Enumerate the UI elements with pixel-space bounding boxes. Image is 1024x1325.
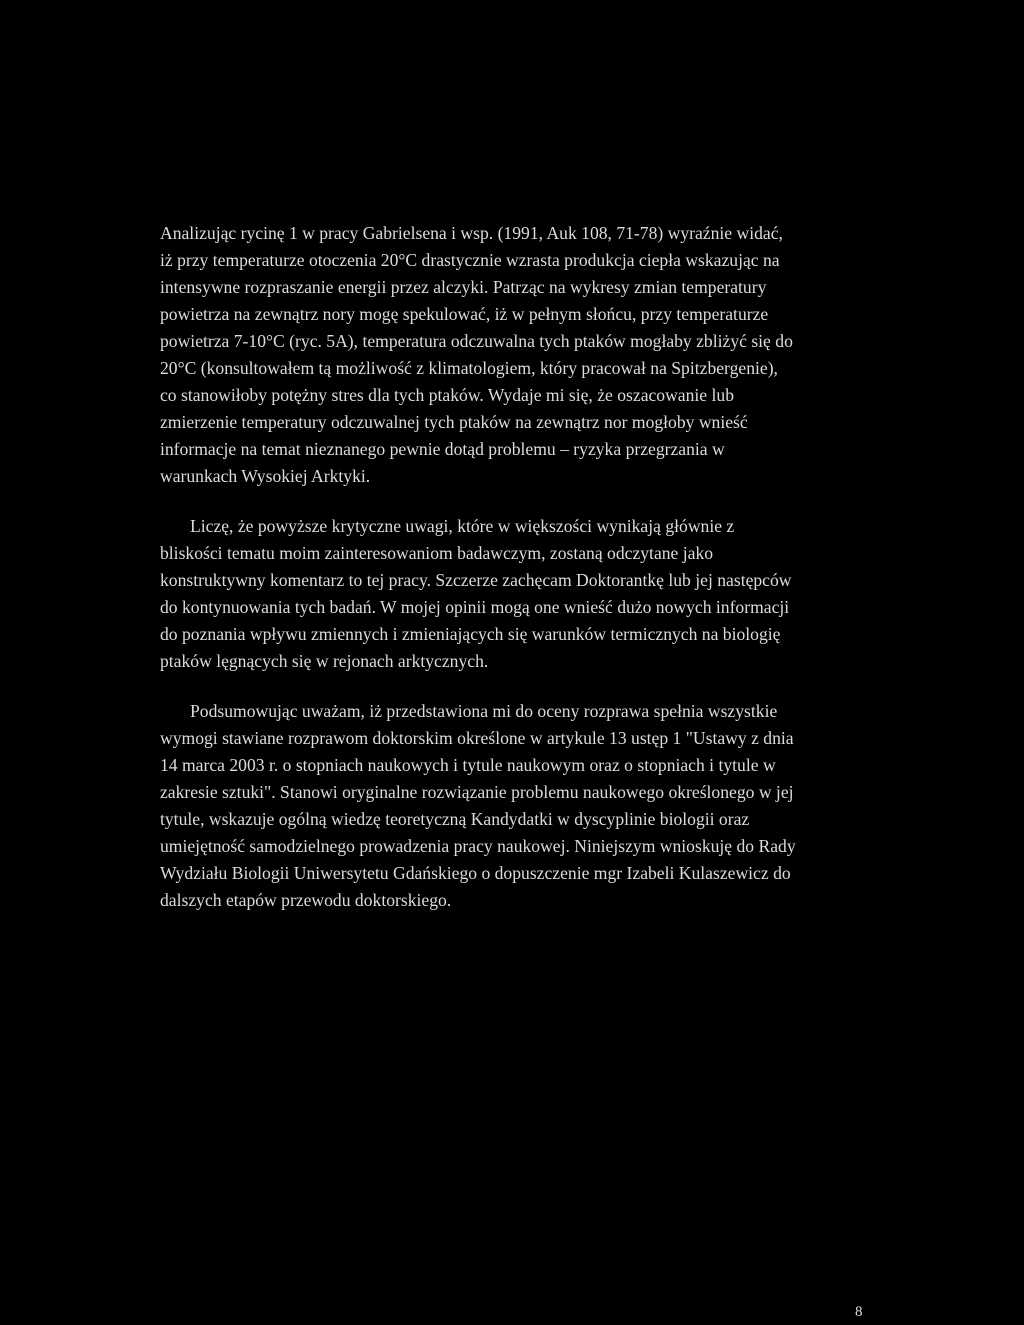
text-line: 14 marca 2003 r. o stopniach naukowych i tytule naukowym oraz o stopniach i tytule w (160, 755, 776, 775)
text-line: Wydziału Biologii Uniwersytetu Gdańskiego o dopuszczenie mgr Izabeli Kulaszewicz do (160, 863, 791, 883)
text-line: wymogi stawiane rozprawom doktorskim określone w artykule 13 ustęp 1 "Ustawy z dnia (160, 728, 794, 748)
text-line: dalszych etapów przewodu doktorskiego. (160, 890, 452, 910)
text-line: co stanowiłoby potężny stres dla tych ptaków. Wydaje mi się, że oszacowanie lub (160, 385, 734, 405)
text-line: Podsumowując uważam, iż przedstawiona mi do oceny rozprawa spełnia wszystkie (190, 701, 778, 721)
text-line: powietrza 7-10°C (ryc. 5A), temperatura odczuwalna tych ptaków mogłaby zbliżyć się do (160, 331, 793, 351)
text-line: powietrza na zewnątrz nory mogę spekulować, iż w pełnym słońcu, przy temperaturze (160, 304, 769, 324)
text-line: umiejętność samodzielnego prowadzenia pracy naukowej. Niniejszym wnioskuję do Rady (160, 836, 796, 856)
text-line: zakresie sztuki". Stanowi oryginalne rozwiązanie problemu naukowego określonego w jej (160, 782, 794, 802)
paragraph-conclusion (160, 698, 880, 914)
text-line: tytule, wskazuje ogólną wiedzę teoretyczną Kandydatki w dyscyplinie biologii oraz (160, 809, 750, 829)
text-line: intensywne rozpraszanie energii przez alczyki. Patrząc na wykresy zmian temperatury (160, 277, 767, 297)
document-body (160, 220, 880, 914)
text-line: informacje na temat nieznanego pewnie dotąd problemu – ryzyka przegrzania w (160, 439, 725, 459)
text-line: 20°C (konsultowałem tą możliwość z klimatologiem, który pracował na Spitzbergenie), (160, 358, 778, 378)
page-number: 8 (855, 1304, 863, 1320)
text-line: Analizując rycinę 1 w pracy Gabrielsena i wsp. (1991, Auk 108, 71-78) wyraźnie widać, (160, 223, 783, 243)
text-line: ptaków lęgnących się w rejonach arktycznych. (160, 651, 489, 671)
text-line: Liczę, że powyższe krytyczne uwagi, które w większości wynikają głównie z (190, 516, 735, 536)
paragraph-remarks (160, 513, 880, 675)
text-line: bliskości tematu moim zainteresowaniom badawczym, zostaną odczytane jako (160, 543, 714, 563)
text-line: konstruktywny komentarz to tej pracy. Szczerze zachęcam Doktorantkę lub jej następców (160, 570, 792, 590)
text-line: iż przy temperaturze otoczenia 20°C drastycznie wzrasta produkcja ciepła wskazując na (160, 250, 780, 270)
paragraph-analysis (160, 220, 880, 490)
text-line: do poznania wpływu zmiennych i zmieniających się warunków termicznych na biologię (160, 624, 781, 644)
text-line: warunkach Wysokiej Arktyki. (160, 466, 371, 486)
text-line: do kontynuowania tych badań. W mojej opinii mogą one wnieść dużo nowych informacji (160, 597, 790, 617)
text-line: zmierzenie temperatury odczuwalnej tych ptaków na zewnątrz nor mogłoby wnieść (160, 412, 748, 432)
